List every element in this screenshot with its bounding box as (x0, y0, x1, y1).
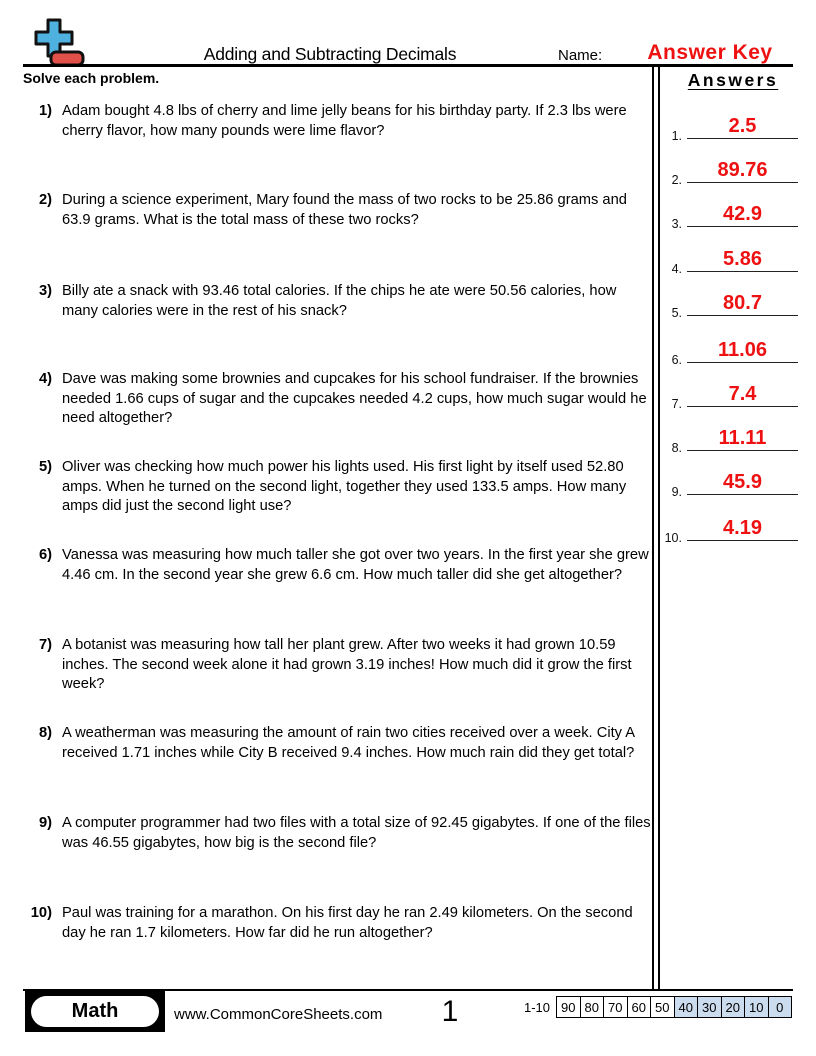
score-table (556, 996, 792, 1018)
problem-number: 1) (38, 103, 52, 119)
answer-blank (687, 292, 798, 316)
answer-value: 5.86 (723, 248, 762, 270)
answer-value: 89.76 (717, 159, 768, 181)
answer-number: 4. (671, 261, 682, 276)
answer-blank (687, 203, 798, 227)
answer-row-5 (658, 286, 798, 320)
score-cell: 80 (580, 997, 604, 1018)
problem-text: Adam bought 4.8 lbs of cherry and lime jelly beans for his birthday party. If 2.3 lbs were cherry flavor, how many pounds were lime flavor? (62, 103, 627, 139)
score-cell: 60 (627, 997, 651, 1018)
answer-blank (687, 248, 798, 272)
problem-text: During a science experiment, Mary found the mass of two rocks to be 25.86 grams and 63.9 grams. What is the total mass of these two rocks? (62, 192, 627, 228)
answer-blank (687, 517, 798, 541)
answer-value: 80.7 (723, 292, 762, 314)
score-cell: 30 (698, 997, 722, 1018)
answer-row-7 (658, 377, 798, 411)
instructions: Solve each problem. (23, 70, 160, 86)
problem-text: Billy ate a snack with 93.46 total calories. If the chips he ate were 50.56 calories, how many calories were in the rest of his snack? (62, 283, 617, 319)
problem-number: 7) (38, 637, 52, 653)
answer-row-4 (658, 242, 798, 276)
answer-number: 1. (671, 128, 682, 143)
score-cell: 10 (745, 997, 769, 1018)
score-cell: 20 (721, 997, 745, 1018)
problem-number: 6) (38, 547, 52, 563)
answer-number: 6. (671, 352, 682, 367)
problem-4 (26, 370, 650, 429)
answer-blank (687, 427, 798, 451)
problem-number: 3) (38, 283, 52, 299)
problem-8 (26, 724, 650, 763)
score-cell: 50 (651, 997, 675, 1018)
problem-5 (26, 458, 650, 517)
answer-value: 7.4 (728, 383, 757, 405)
answer-value: 11.06 (718, 339, 767, 361)
name-label: Name: (558, 47, 603, 64)
answer-blank (687, 159, 798, 183)
answer-row-9 (658, 465, 798, 499)
answer-value: 2.5 (728, 115, 757, 137)
problem-3 (26, 282, 650, 321)
answer-number: 3. (671, 216, 682, 231)
answer-value: 45.9 (723, 471, 762, 493)
answer-number: 8. (671, 440, 682, 455)
answer-number: 7. (671, 396, 682, 411)
answer-row-1 (658, 109, 798, 143)
score-cell: 70 (604, 997, 628, 1018)
score-cell: 0 (768, 997, 792, 1018)
problem-number: 10) (30, 905, 52, 921)
answers-heading: Answers (687, 70, 779, 90)
problem-2 (26, 191, 650, 230)
problem-number: 2) (38, 192, 52, 208)
problem-number: 5) (38, 459, 52, 475)
answer-row-8 (658, 421, 798, 455)
answer-blank (687, 471, 798, 495)
problem-text: A weatherman was measuring the amount of rain two cities received over a week. City A received 1.71 inches while City B received 9.4 inches. How much rain did they get total? (62, 725, 635, 761)
page-title: Adding and Subtracting Decimals (203, 44, 457, 64)
subject-badge-label: Math (31, 996, 159, 1027)
problem-text: Paul was training for a marathon. On his first day he ran 2.49 kilometers. On the second day he ran 1.7 kilometers. How far did he run altogether? (62, 905, 633, 941)
score-table-area (524, 996, 792, 1018)
problem-7 (26, 636, 650, 695)
header-rule (23, 64, 793, 67)
problem-text: A computer programmer had two files with a total size of 92.45 gigabytes. If one of the files was 46.55 gigabytes, how big is the second file? (62, 815, 651, 851)
answer-number: 9. (671, 484, 682, 499)
problem-number: 4) (38, 371, 52, 387)
problem-text: Oliver was checking how much power his lights used. His first light by itself used 52.80 amps. When he turned on the second light, together they used 133.5 amps. How many amps did just the second light use? (62, 459, 627, 515)
answer-row-3 (658, 197, 798, 231)
website-url: www.CommonCoreSheets.com (174, 1006, 383, 1023)
problem-9 (26, 814, 650, 853)
score-cell: 90 (557, 997, 581, 1018)
answer-row-6 (658, 333, 798, 367)
answer-row-10 (658, 511, 798, 545)
answer-number: 10. (664, 530, 682, 545)
answer-blank (687, 383, 798, 407)
answer-value: 4.19 (723, 517, 762, 539)
problem-text: A botanist was measuring how tall her plant grew. After two weeks it had grown 10.59 inches. The second week alone it had grown 3.19 inches! How much did it grow the first week? (62, 637, 632, 693)
score-cell: 40 (674, 997, 698, 1018)
name-value-answer-key: Answer Key (647, 41, 773, 64)
score-range-label: 1-10 (524, 999, 551, 1015)
answer-value: 42.9 (723, 203, 762, 225)
problem-10 (26, 904, 650, 943)
answer-value: 11.11 (718, 427, 767, 449)
problem-number: 9) (38, 815, 52, 831)
problem-text: Vanessa was measuring how much taller she got over two years. In the first year she grew 4.46 cm. In the second year she grew 6.6 cm. How much taller did she get altogether? (62, 547, 649, 583)
problem-6 (26, 546, 650, 585)
answer-number: 2. (671, 172, 682, 187)
page-number: 1 (441, 995, 459, 1028)
answer-number: 5. (671, 305, 682, 320)
answer-blank (687, 115, 798, 139)
problem-number: 8) (38, 725, 52, 741)
subject-badge (25, 991, 165, 1032)
problem-text: Dave was making some brownies and cupcakes for his school fundraiser. If the brownies needed 1.66 cups of sugar and the cupcakes needed 4.2 cups, how much sugar would he need altogether? (62, 371, 647, 427)
answer-blank (687, 339, 798, 363)
answer-row-2 (658, 153, 798, 187)
problem-1 (26, 102, 650, 141)
